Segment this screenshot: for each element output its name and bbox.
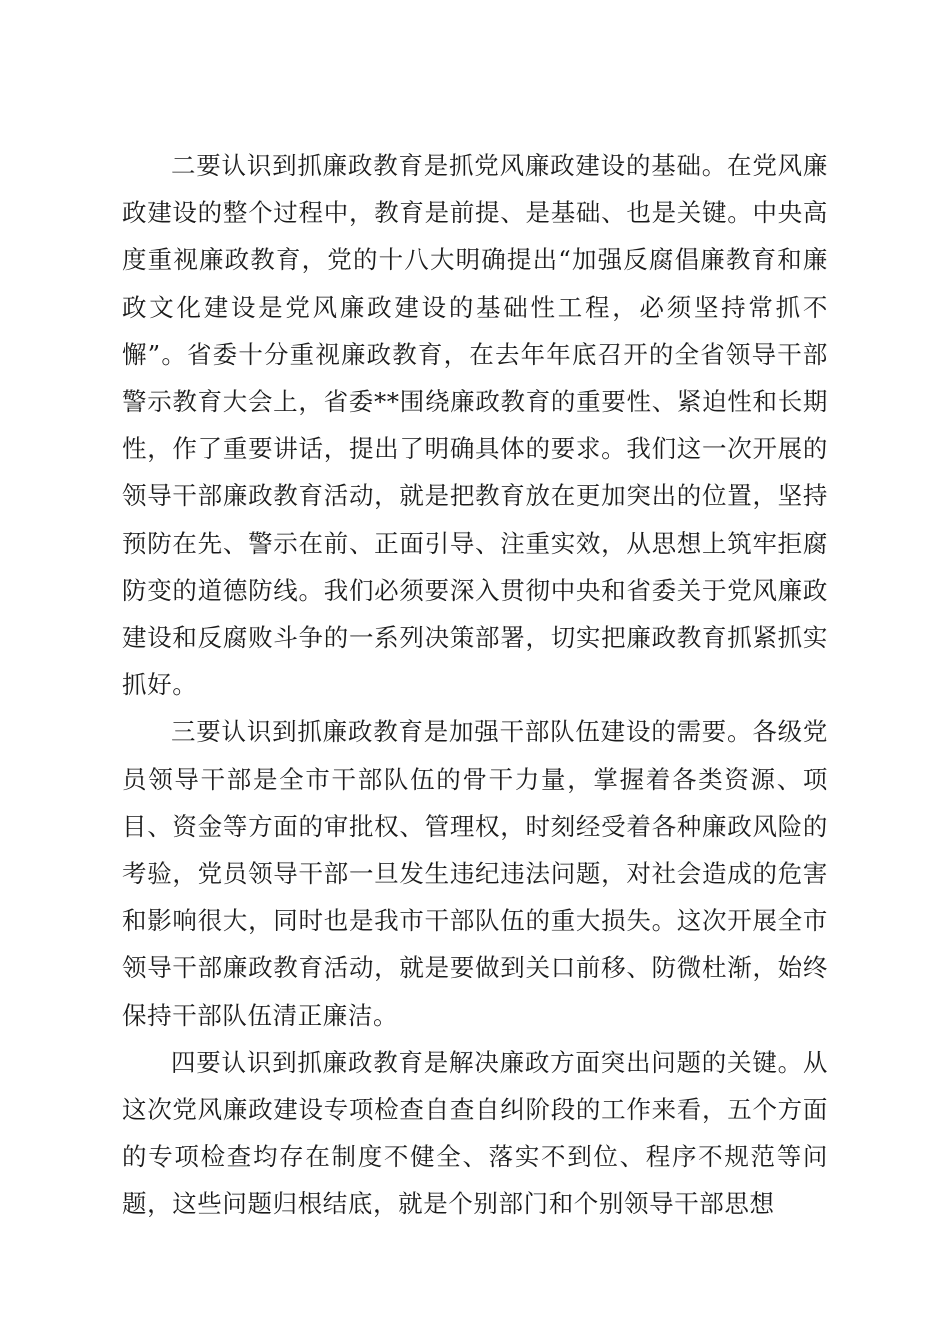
paragraph-team-building: 三要认识到抓廉政教育是加强干部队伍建设的需要。各级党员领导干部是全市干部队伍的骨干力量，掌握着各类资源、项目、资金等方面的审批权、管理权，时刻经受着各种廉政风险的考验，党员领导干部一旦发生违纪违法问题，对社会造成的危害和影响很大，同时也是我市干部队伍的重大损失。这次开展全市领导干部廉政教育活动，就是要做到关口前移、防微杜渐，始终保持干部队伍清正廉洁。: [122, 717, 828, 1030]
paragraph-basis: 二要认识到抓廉政教育是抓党风廉政建设的基础。在党风廉政建设的整个过程中，教育是前提、是基础、也是关键。中央高度重视廉政教育，党的十八大明确提出“加强反腐倡廉教育和廉政文化建设是党风廉政建设的基础性工程，必须坚持常抓不懈”。省委十分重视廉政教育，在去年年底召开的全省领导干部警示教育大会上，省委**围绕廉政教育的重要性、紧迫性和长期性，作了重要讲话，提出了明确具体的要求。我们这一次开展的领导干部廉政教育活动，就是把教育放在更加突出的位置，坚持预防在先、警示在前、正面引导、注重实效，从思想上筑牢拒腐防变的道德防线。我们必须要深入贯彻中央和省委关于党风廉政建设和反腐败斗争的一系列决策部署，切实把廉政教育抓紧抓实抓好。: [122, 151, 828, 700]
paragraph-key-issues: 四要认识到抓廉政教育是解决廉政方面突出问题的关键。从这次党风廉政建设专项检查自查自纠阶段的工作来看，五个方面的专项检查均存在制度不健全、落实不到位、程序不规范等问题，这些问题归根结底，就是个别部门和个别领导干部思想: [122, 1047, 828, 1219]
document-body: [122, 142, 828, 1228]
